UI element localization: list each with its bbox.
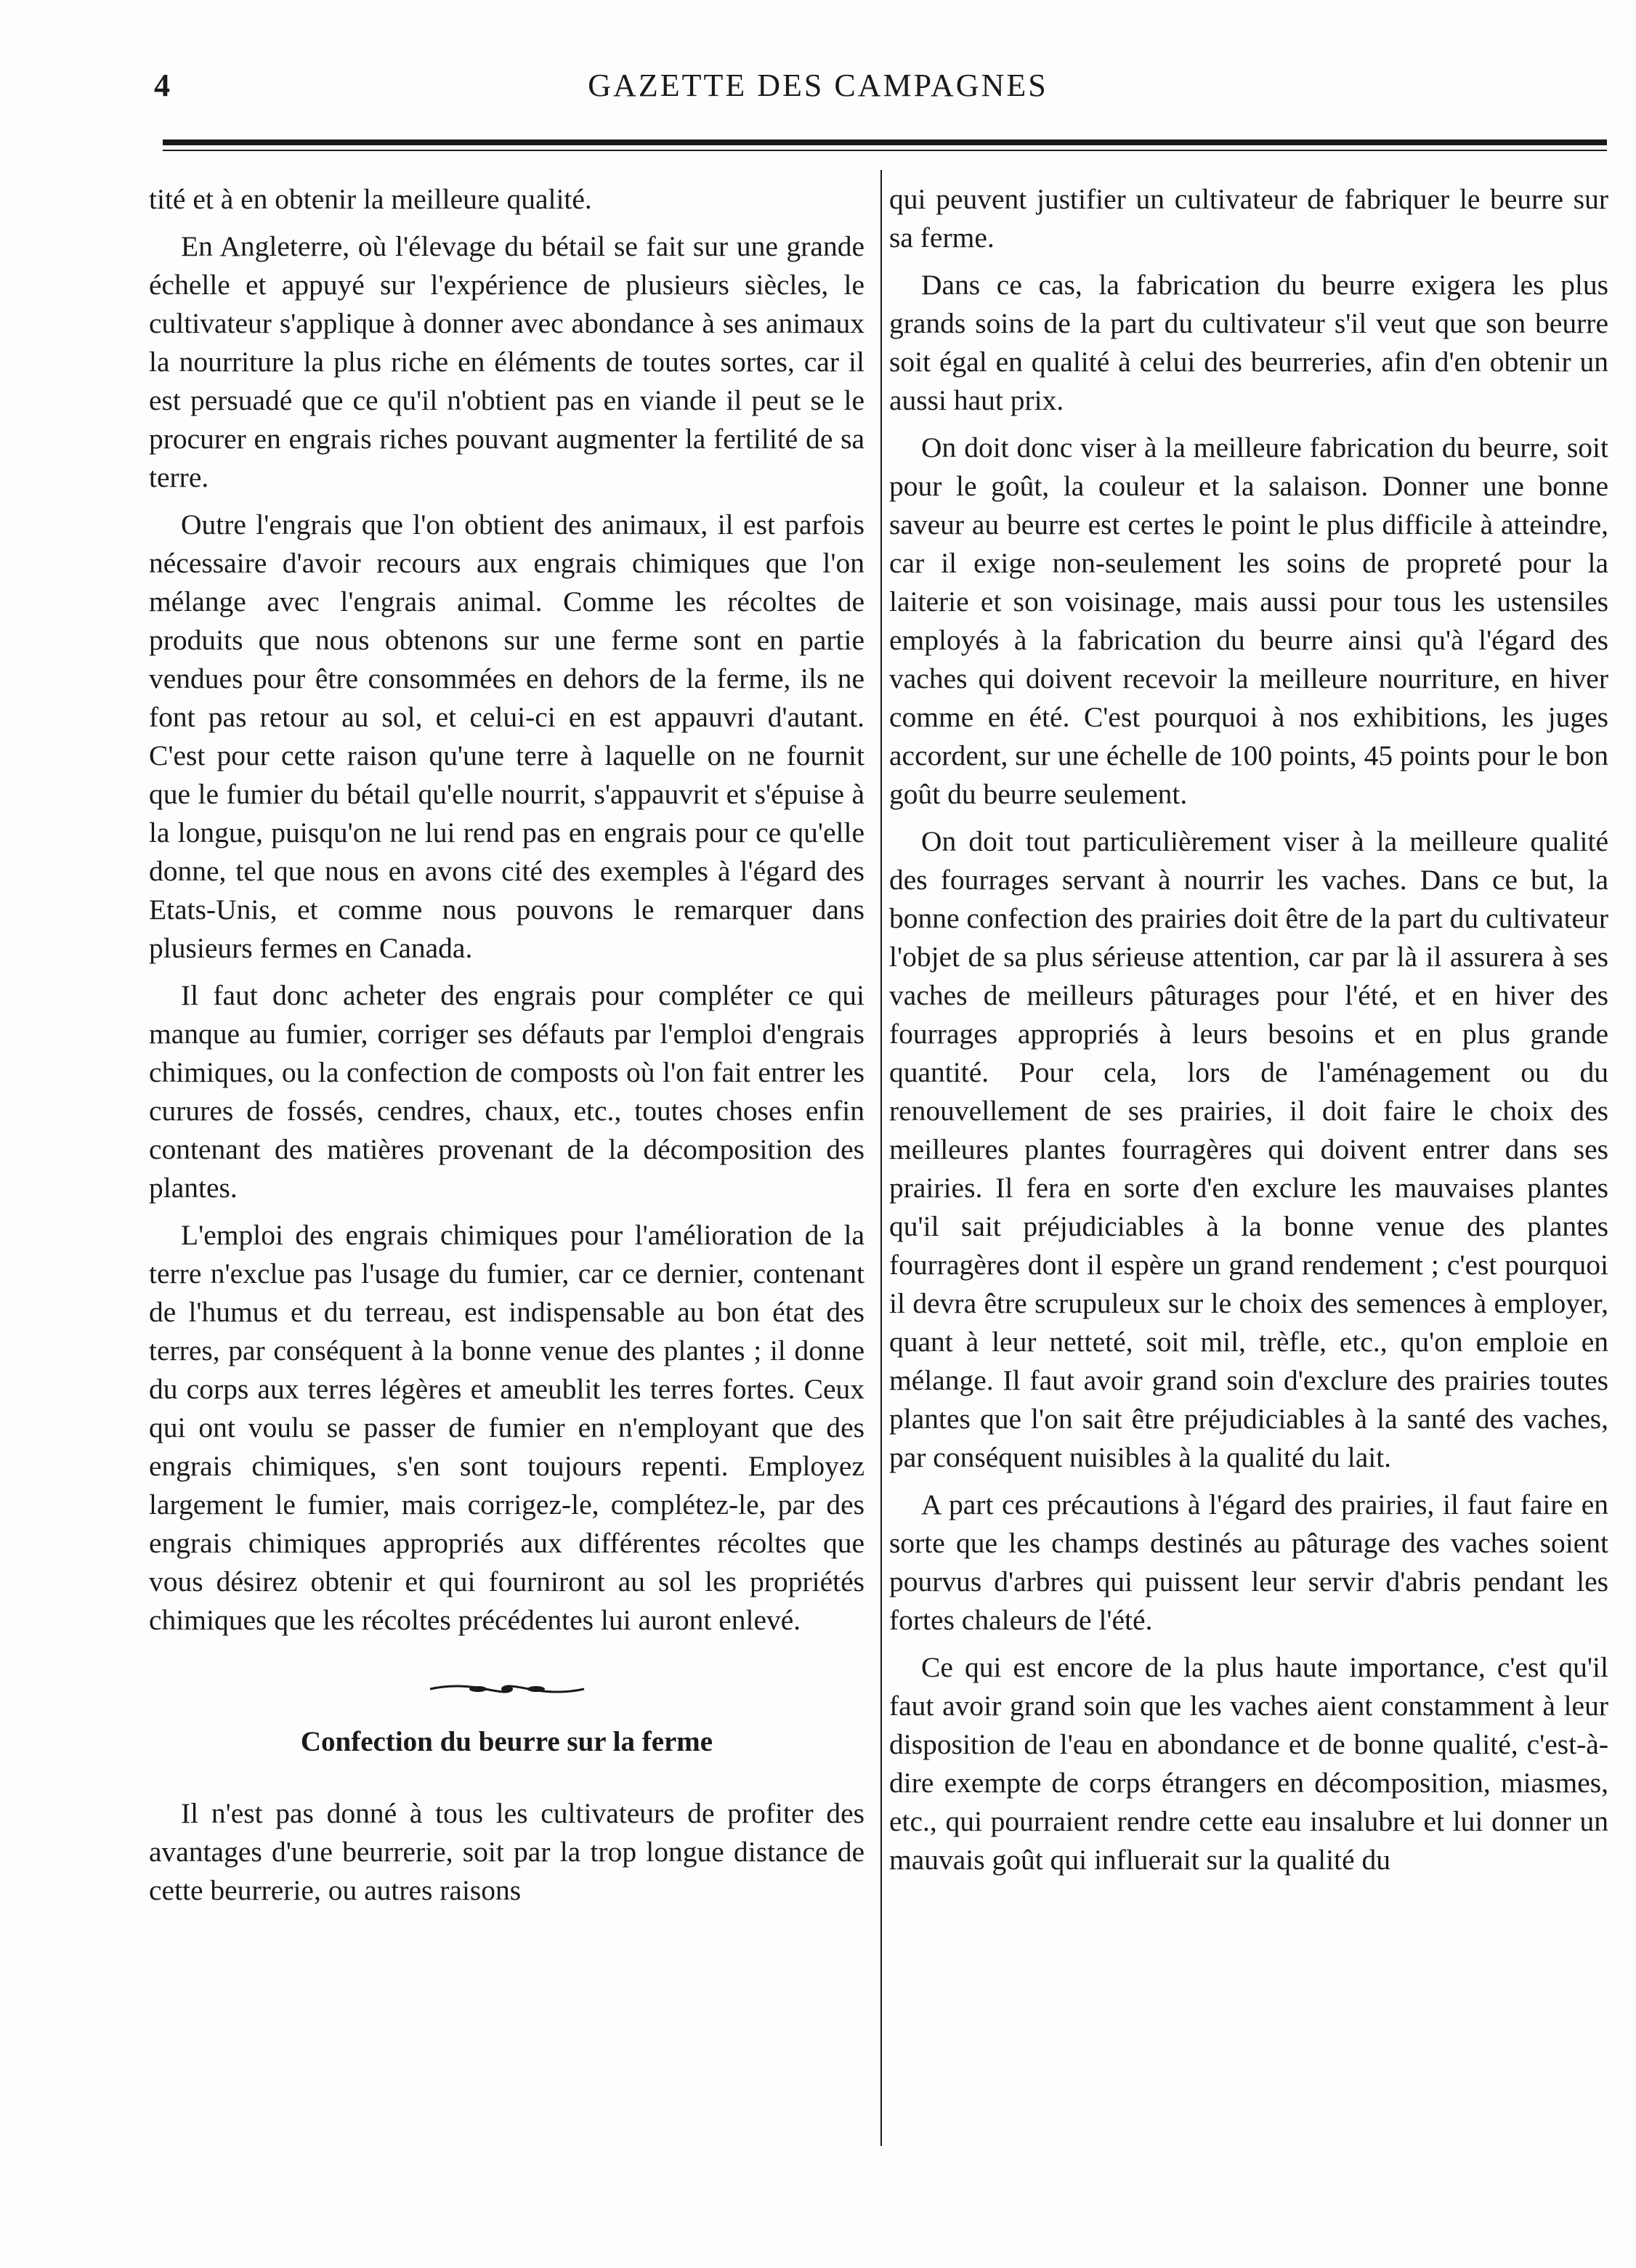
- section-heading: Confection du beurre sur la ferme: [300, 1726, 713, 1757]
- article-paragraph: qui peuvent justifier un cultivateur de fabriquer le beurre sur sa ferme.: [889, 183, 1608, 254]
- article-paragraph: Ce qui est encore de la plus haute importance, c'est qu'il faut avoir grand soin que les vaches aient constamment à leur disposition de l'eau en abondance et de bonne qualité, c'est-à-dire exempte de corps étrangers en décomposition, miasmes, etc., qui pourraient rendre cette eau insalubre et lui donner un mauvais goût qui influerait sur la qualité du: [889, 1651, 1608, 1876]
- article-paragraph: En Angleterre, où l'élevage du bétail se fait sur une grande échelle et appuyé sur l'expérience de plusieurs siècles, le cultivateur s'applique à donner avec abondance à ses animaux la nourriture la plus riche en éléments de toutes sortes, car il est persuadé que ce qu'il n'obtient pas en viande il peut se le procurer en engrais riches pouvant augmenter la fertilité de sa terre.: [149, 230, 864, 493]
- header-rule-thin: [163, 150, 1607, 151]
- article-paragraph: On doit donc viser à la meilleure fabrication du beurre, soit pour le goût, la couleur et la salaison. Donner une bonne saveur au beurre est certes le point le plus difficile à atteindre, car il exige non-seulement les soins de propreté pour la laiterie et son voisinage, mais aussi pour tous les ustensiles employés à la fabrication du beurre ainsi qu'à l'égard des vaches qui doivent recevoir la meilleure nourriture, en hiver comme en été. C'est pourquoi à nos exhibitions, les juges accordent, sur une échelle de 100 points, 45 points pour le bon goût du beurre seulement.: [889, 432, 1608, 810]
- right-column: [889, 180, 1608, 1888]
- article-paragraph: On doit tout particulièrement viser à la meilleure qualité des fourrages servant à nourrir les vaches. Dans ce but, la bonne confection des prairies doit être de la part du cultivateur l'objet de sa plus sérieuse attention, car par là il assurera à ses vaches de meilleurs pâturages pour l'été, et en hiver des fourrages appropriés à leurs besoins et en plus grande quantité. Pour cela, lors de l'aménagement ou du renouvellement de ses prairies, il doit faire le choix des meilleures plantes fourragères qui doivent entrer dans ses prairies. Il fera en sorte d'en exclure les mauvaises plantes qu'il sait préjudiciables à la bonne venue des plantes fourragères dont il espère un grand rendement ; c'est pourquoi il devra être scrupuleux sur le choix des semences à employer, quant à leur netteté, soit mil, trèfle, etc., qu'on emploie en mélange. Il faut avoir grand soin d'exclure des prairies toutes plantes que l'on sait être préjudiciables à la santé des vaches, par conséquent nuisibles à la qualité du lait.: [889, 825, 1608, 1473]
- left-column: [149, 180, 864, 1919]
- running-head-title: GAZETTE DES CAMPAGNES: [588, 68, 1048, 103]
- article-paragraph: Il n'est pas donné à tous les cultivateurs de profiter des avantages d'une beurrerie, soit par la trop longue distance de cette beurrerie, ou autres raisons: [149, 1797, 864, 1906]
- article-paragraph: Outre l'engrais que l'on obtient des animaux, il est parfois nécessaire d'avoir recours aux engrais chimiques que l'on mélange avec l'engrais animal. Comme les récoltes de produits que nous obtenons sur une ferme sont en partie vendues pour être consommées en dehors de la ferme, ils ne font pas retour au sol, et celui-ci en est appauvri d'autant. C'est pour cette raison qu'une terre à laquelle on ne fournit que le fumier du bétail qu'elle nourrit, s'appauvrit et s'épuise à la longue, puisqu'on ne lui rend pas en engrais pour ce qu'elle donne, tel que nous en avons cité des exemples à l'égard des Etats-Unis, et comme nous pouvons le remarquer dans plusieurs fermes en Canada.: [149, 509, 864, 964]
- article-paragraph: tité et à en obtenir la meilleure qualité.: [149, 183, 592, 215]
- column-divider: [880, 170, 882, 2146]
- section-ornament-divider: [149, 1677, 864, 1706]
- header-rule-thick: [163, 139, 1607, 145]
- article-paragraph: Dans ce cas, la fabrication du beurre exigera les plus grands soins de la part du cultivateur s'il veut que son beurre soit égal en qualité à celui des beurreries, afin d'en obtenir un aussi haut prix.: [889, 269, 1608, 416]
- article-paragraph: A part ces précautions à l'égard des prairies, il faut faire en sorte que les champs destinés au pâturage des vaches soient pourvus d'arbres qui puissent leur servir d'abris pendant les fortes chaleurs de l'été.: [889, 1489, 1608, 1636]
- article-paragraph: L'emploi des engrais chimiques pour l'amélioration de la terre n'exclue pas l'usage du fumier, car ce dernier, contenant de l'humus et du terreau, est indispensable au bon état des terres, par conséquent à la bonne venue des plantes ; il donne du corps aux terres légères et ameublit les terres fortes. Ceux qui ont voulu se passer de fumier en n'employant que des engrais chimiques, s'en sont toujours repenti. Employez largement le fumier, mais corrigez-le, complétez-le, par des engrais chimiques appropriés aux différentes récoltes que vous désirez obtenir et qui fourniront au sol les propriétés chimiques que les récoltes précédentes lui auront enlevé.: [149, 1219, 864, 1636]
- page-number: 4: [154, 68, 170, 103]
- ornament-flourish-icon: [427, 1680, 587, 1698]
- article-paragraph: Il faut donc acheter des engrais pour compléter ce qui manque au fumier, corriger ses défauts par l'emploi d'engrais chimiques, ou la confection de composts où l'on fait entrer les curures de fossés, cendres, chaux, etc., toutes choses enfin contenant des matières provenant de la décomposition des plantes.: [149, 979, 864, 1204]
